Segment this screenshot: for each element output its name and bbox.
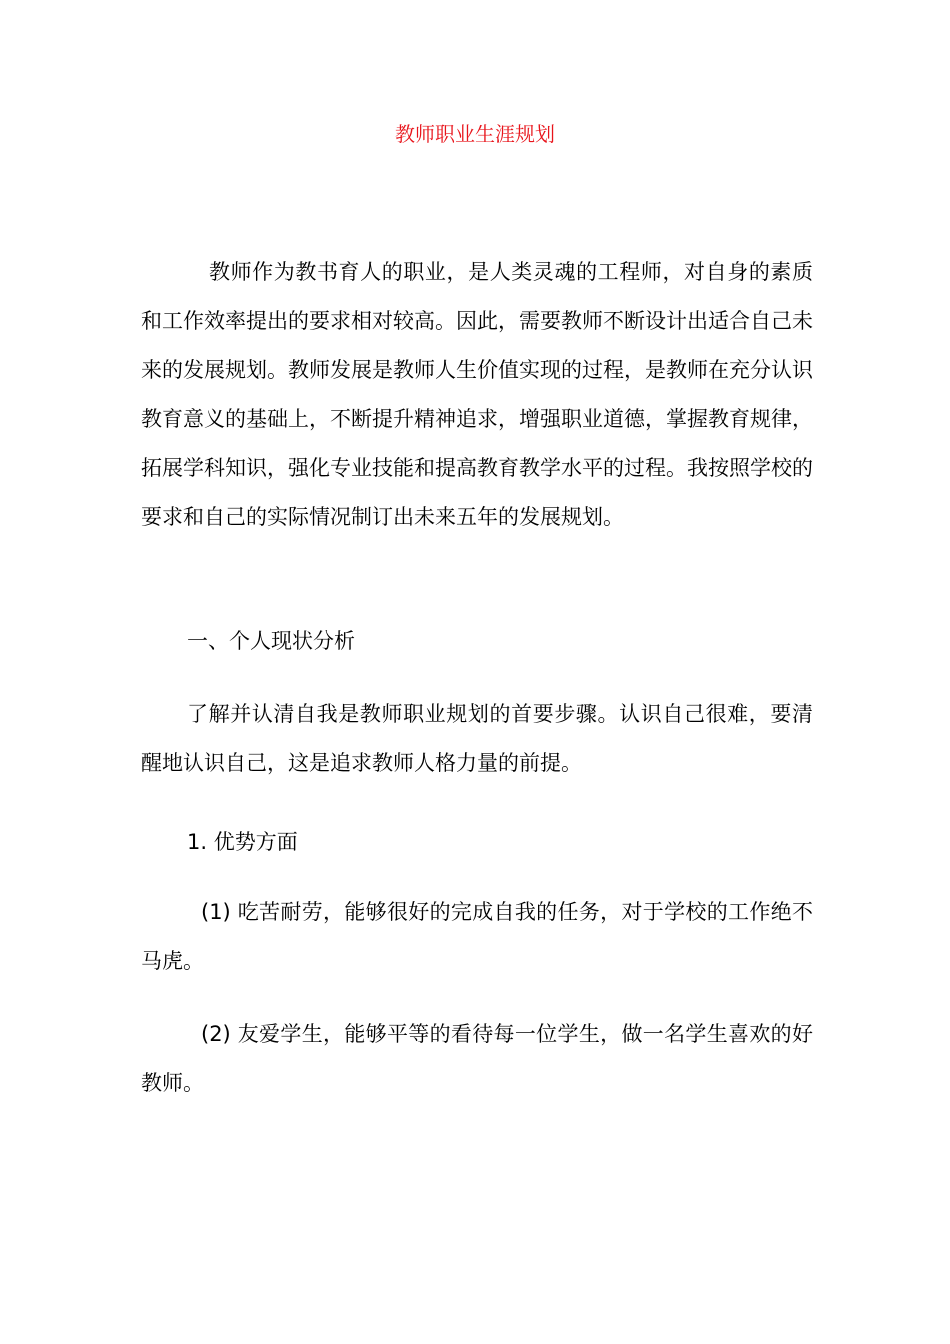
understand-self-paragraph: 了解并认清自我是教师职业规划的首要步骤。认识自己很难，要清醒地认识自己，这是追求教师人格力量的前提。: [141, 702, 813, 775]
intro-paragraph: 教师作为教书育人的职业，是人类灵魂的工程师，对自身的素质和工作效率提出的要求相对较高。因此，需要教师不断设计出适合自己未来的发展规划。教师发展是教师人生价值实现的过程，是教师在充分认识教育意义的基础上，不断提升精神追求，增强职业道德，掌握教育规律，拓展学科知识，强化专业技能和提高教育教学水平的过程。我按照学校的要求和自己的实际情况制订出未来五年的发展规划。: [141, 260, 813, 529]
subheading-strengths: 1. 优势方面: [187, 830, 298, 854]
section-heading: 一、个人现状分析: [187, 629, 355, 653]
strength-item-2: (2) 友爱学生，能够平等的看待每一位学生，做一名学生喜欢的好教师。: [141, 1022, 813, 1095]
document-title: 教师职业生涯规划: [395, 122, 555, 146]
strength-item-1: (1) 吃苦耐劳，能够很好的完成自我的任务，对于学校的工作绝不马虎。: [141, 900, 813, 973]
